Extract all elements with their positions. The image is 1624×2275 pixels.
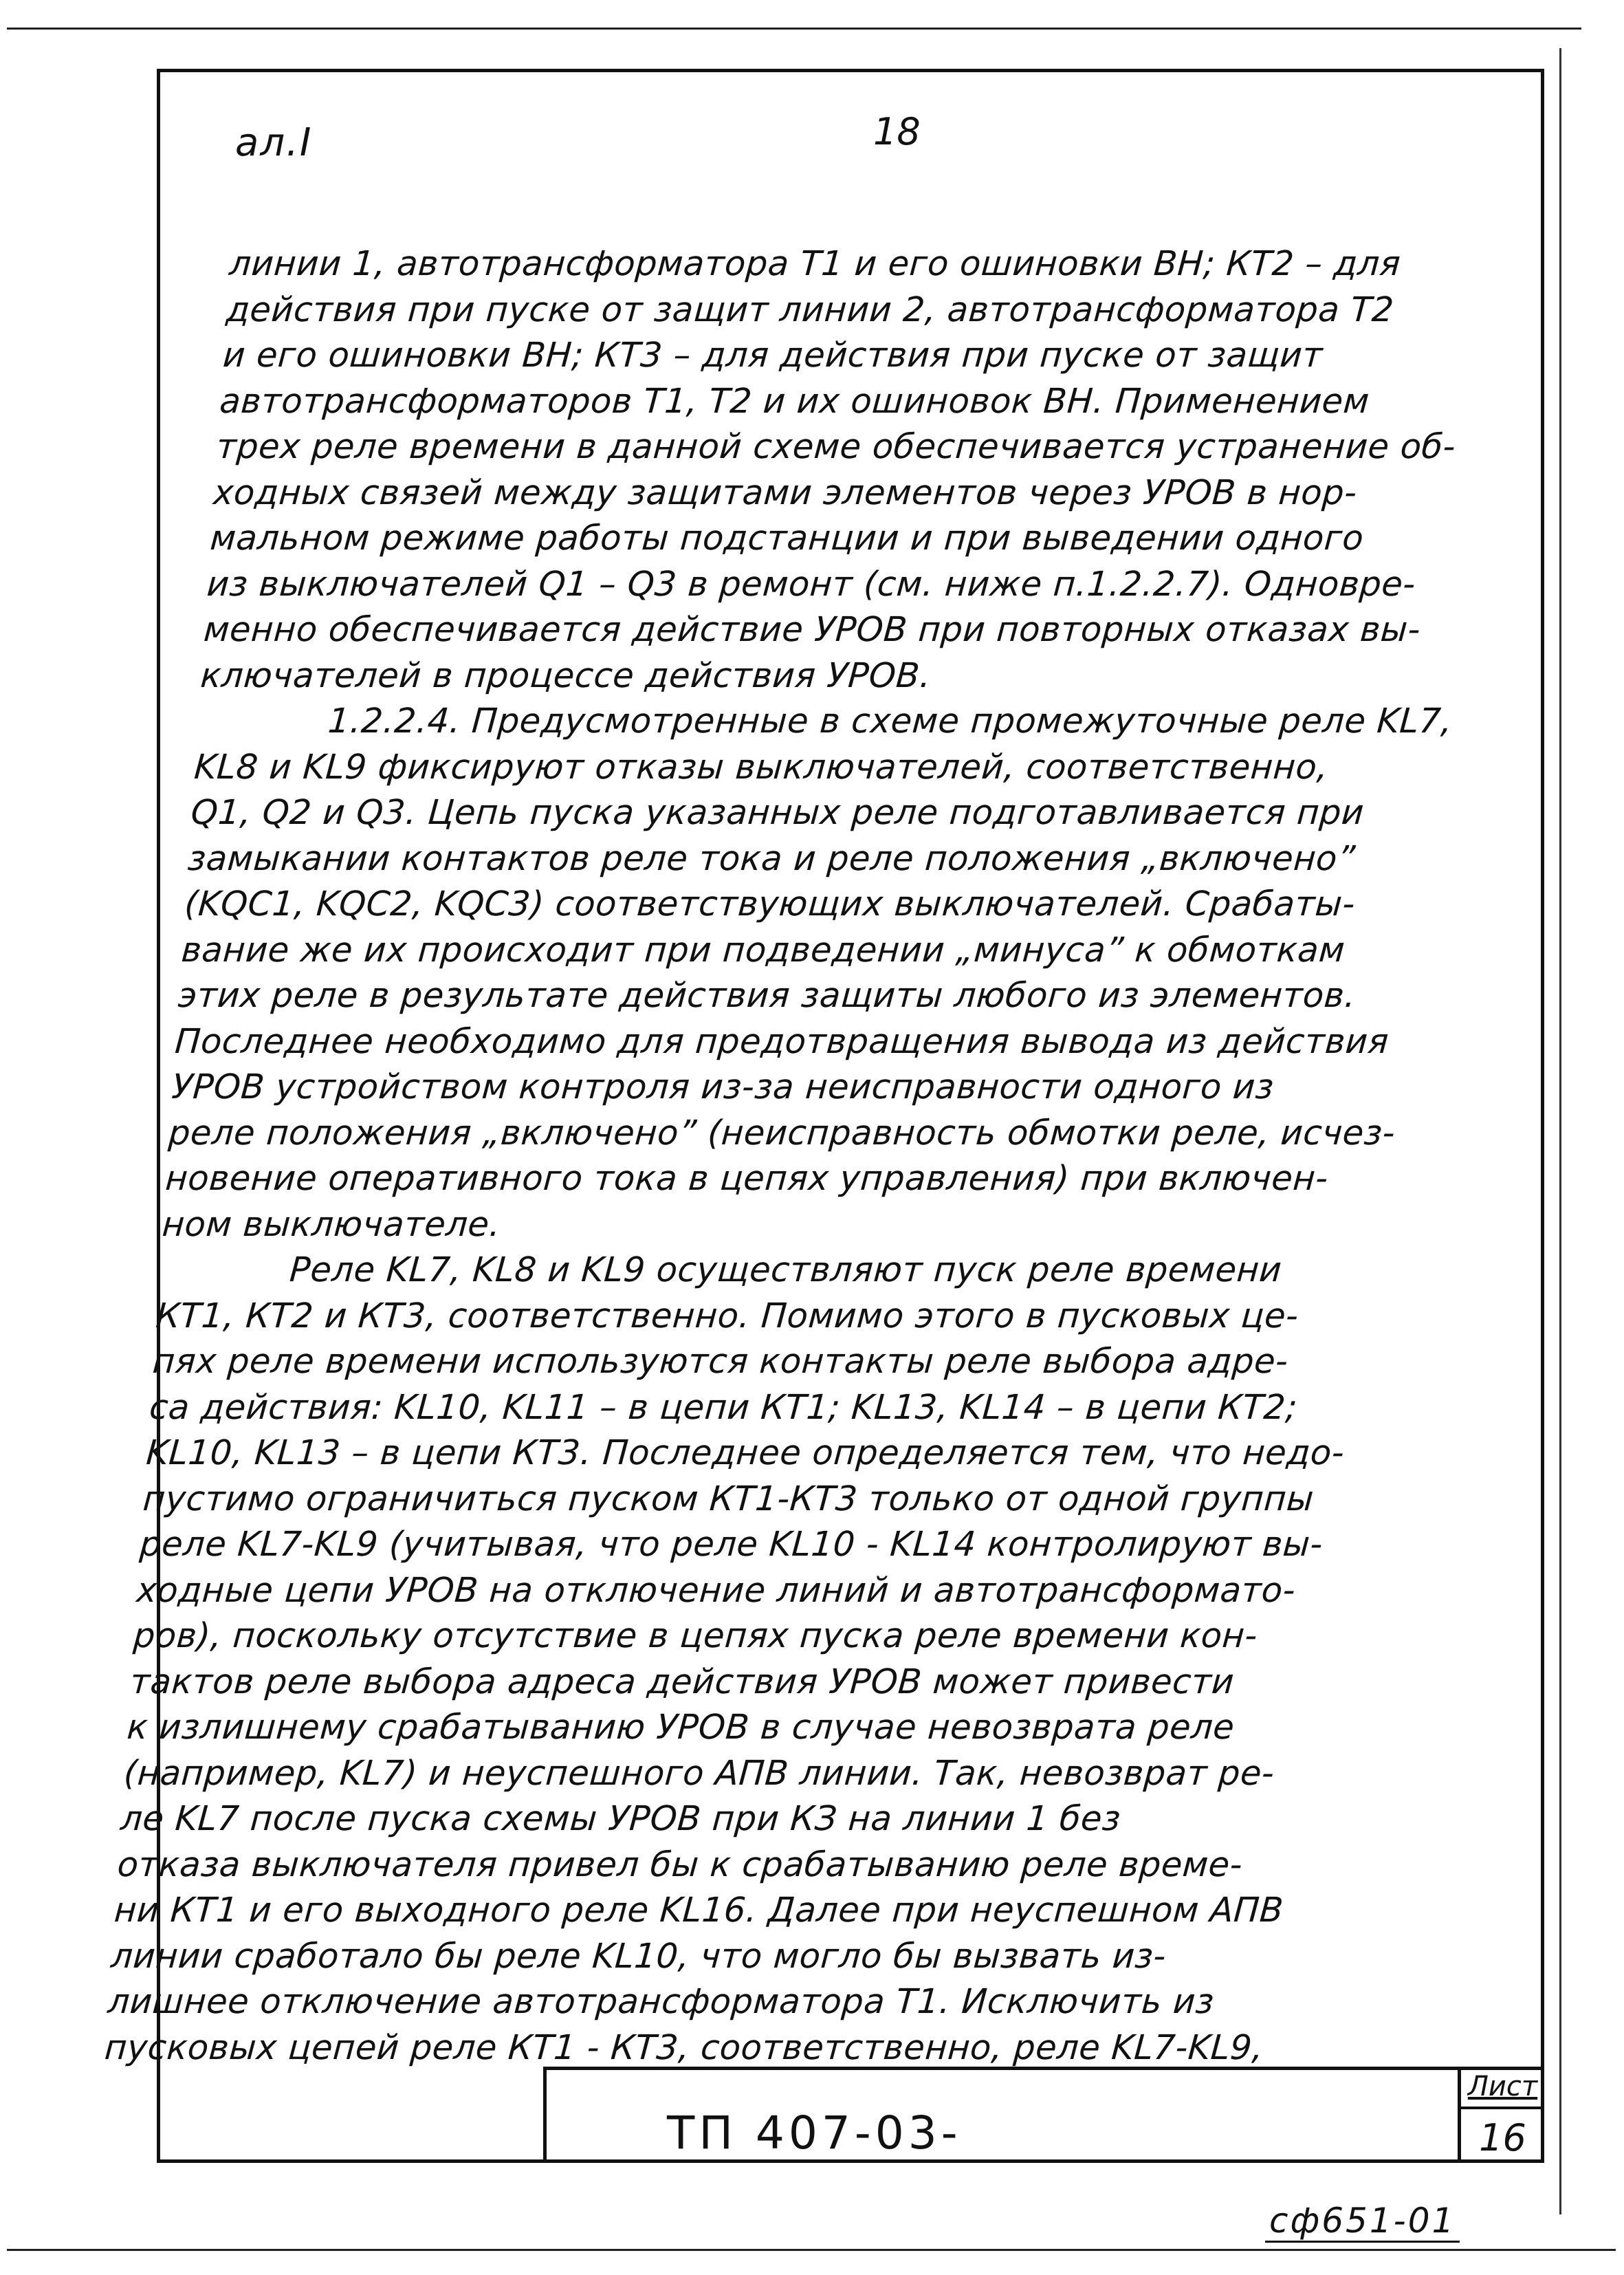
text-line: автотрансформаторов Т1, Т2 и их ошиновок ВН. Применением (218, 380, 1371, 421)
text-line: к излишнему срабатыванию УРОВ в случае невозврата реле (125, 1707, 1236, 1747)
text-line: этих реле в результате действия защиты любого из элементов. (177, 975, 1357, 1015)
text-line: (например, KL7) и неуспешного АПВ линии. Так, невозврат ре- (122, 1752, 1276, 1793)
text-line: менно обеспечивается действие УРОВ при повторных отказах вы- (202, 609, 1423, 649)
text-line: отказа выключателя привел бы к срабатыванию реле време- (116, 1844, 1244, 1884)
text-line: ном выключателе. (161, 1204, 502, 1244)
page-number: 18 (873, 110, 921, 153)
text-line: лишнее отключение автотрансформатора Т1. Исключить из (106, 1981, 1216, 2021)
text-line: новение оперативного тока в цепях управления) при включен- (164, 1158, 1330, 1198)
text-line: КТ1, КТ2 и КТ3, соответственно. Помимо этого в пусковых це- (154, 1295, 1300, 1336)
text-line: вание же их происходит при подведении „минуса” к обмоткам (179, 929, 1347, 970)
sheet-box (1458, 2067, 1544, 2163)
text-line: ходные цепи УРОВ на отключение линий и автотрансформато- (135, 1569, 1297, 1610)
text-line: из выключателей Q1 – Q3 в ремонт (см. ниже п.1.2.2.7). Одновре- (206, 563, 1417, 604)
text-line: и его ошиновки ВН; КТ3 – для действия при пуске от защит (221, 335, 1324, 375)
text-line: УРОВ устройством контроля из-за неисправности одного из (170, 1067, 1275, 1107)
text-line: ключателей в процессе действия УРОВ. (199, 655, 933, 695)
text-line: ров), поскольку отсутствие в цепях пуска реле времени кон- (132, 1615, 1259, 1655)
archive-mark: сф651-01 (1265, 2201, 1460, 2243)
body-text (103, 241, 1517, 2070)
right-edge-rule (1559, 48, 1561, 2214)
text-line: ле KL7 после пуска схемы УРОВ при КЗ на линии 1 без (119, 1798, 1123, 1838)
text-line: линии сработало бы реле KL10, что могло бы вызвать из- (109, 1935, 1167, 1976)
bottom-rule (7, 2249, 1616, 2251)
text-line: Последнее необходимо для предотвращения вывода из действия (173, 1021, 1390, 1061)
text-line: трех реле времени в данной схеме обеспечивается устранение об- (215, 426, 1458, 466)
text-line: са действия: KL10, KL11 – в цепи КТ1; KL13, KL14 – в цепи КТ2; (148, 1386, 1299, 1427)
header-left-label: ал.I (235, 120, 313, 165)
text-line: ни КТ1 и его выходного реле KL16. Далее при неуспешном АПВ (113, 1890, 1285, 1930)
text-line: ходных связей между защитами элементов через УРОВ в нор- (212, 472, 1359, 512)
text-line: замыкании контактов реле тока и реле положения „включено” (186, 838, 1357, 878)
top-rule (7, 28, 1581, 30)
paragraph-start-line: 1.2.2.4. Предусмотренные в схеме промежуточные реле KL7, (327, 701, 1454, 741)
text-line: (KQC1, KQC2, KQC3) соответствующих выключателей. Срабаты- (183, 884, 1357, 924)
text-line: Q1, Q2 и Q3. Цепь пуска указанных реле подготавливается при (189, 792, 1365, 832)
text-line: KL10, KL13 – в цепи КТ3. Последнее определяется тем, что недо- (144, 1433, 1346, 1472)
text-line: реле положения „включено” (неисправность обмотки реле, исчез- (167, 1112, 1397, 1153)
text-line: KL8 и KL9 фиксируют отказы выключателей, соответственно, (193, 746, 1330, 787)
sheet-number: 16 (1479, 2116, 1526, 2159)
text-line: тактов реле выбора адреса действия УРОВ может привести (129, 1661, 1236, 1701)
paragraph-start-line: Реле KL7, KL8 и KL9 осуществляют пуск реле времени (288, 1250, 1284, 1289)
text-line: пусковых цепей реле КТ1 - КТ3, соответственно, реле KL7-KL9, (103, 2027, 1265, 2067)
text-line: реле KL7-KL9 (учитывая, что реле KL10 - KL14 контролируют вы- (138, 1524, 1324, 1564)
text-line: пях реле времени используются контакты реле выбора адре- (151, 1341, 1290, 1381)
text-line: пустимо ограничиться пуском КТ1-КТ3 только от одной группы (142, 1478, 1315, 1519)
text-line: линии 1, автотрансформатора Т1 и его ошиновки ВН; КТ2 – для (228, 243, 1403, 283)
text-line: мальном режиме работы подстанции и при выведении одного (208, 518, 1365, 558)
text-line: действия при пуске от защит линии 2, автотрансформатора Т2 (225, 289, 1396, 329)
document-code: ТП 407-03- (667, 2107, 962, 2159)
sheet-label: Лист (1461, 2071, 1544, 2109)
